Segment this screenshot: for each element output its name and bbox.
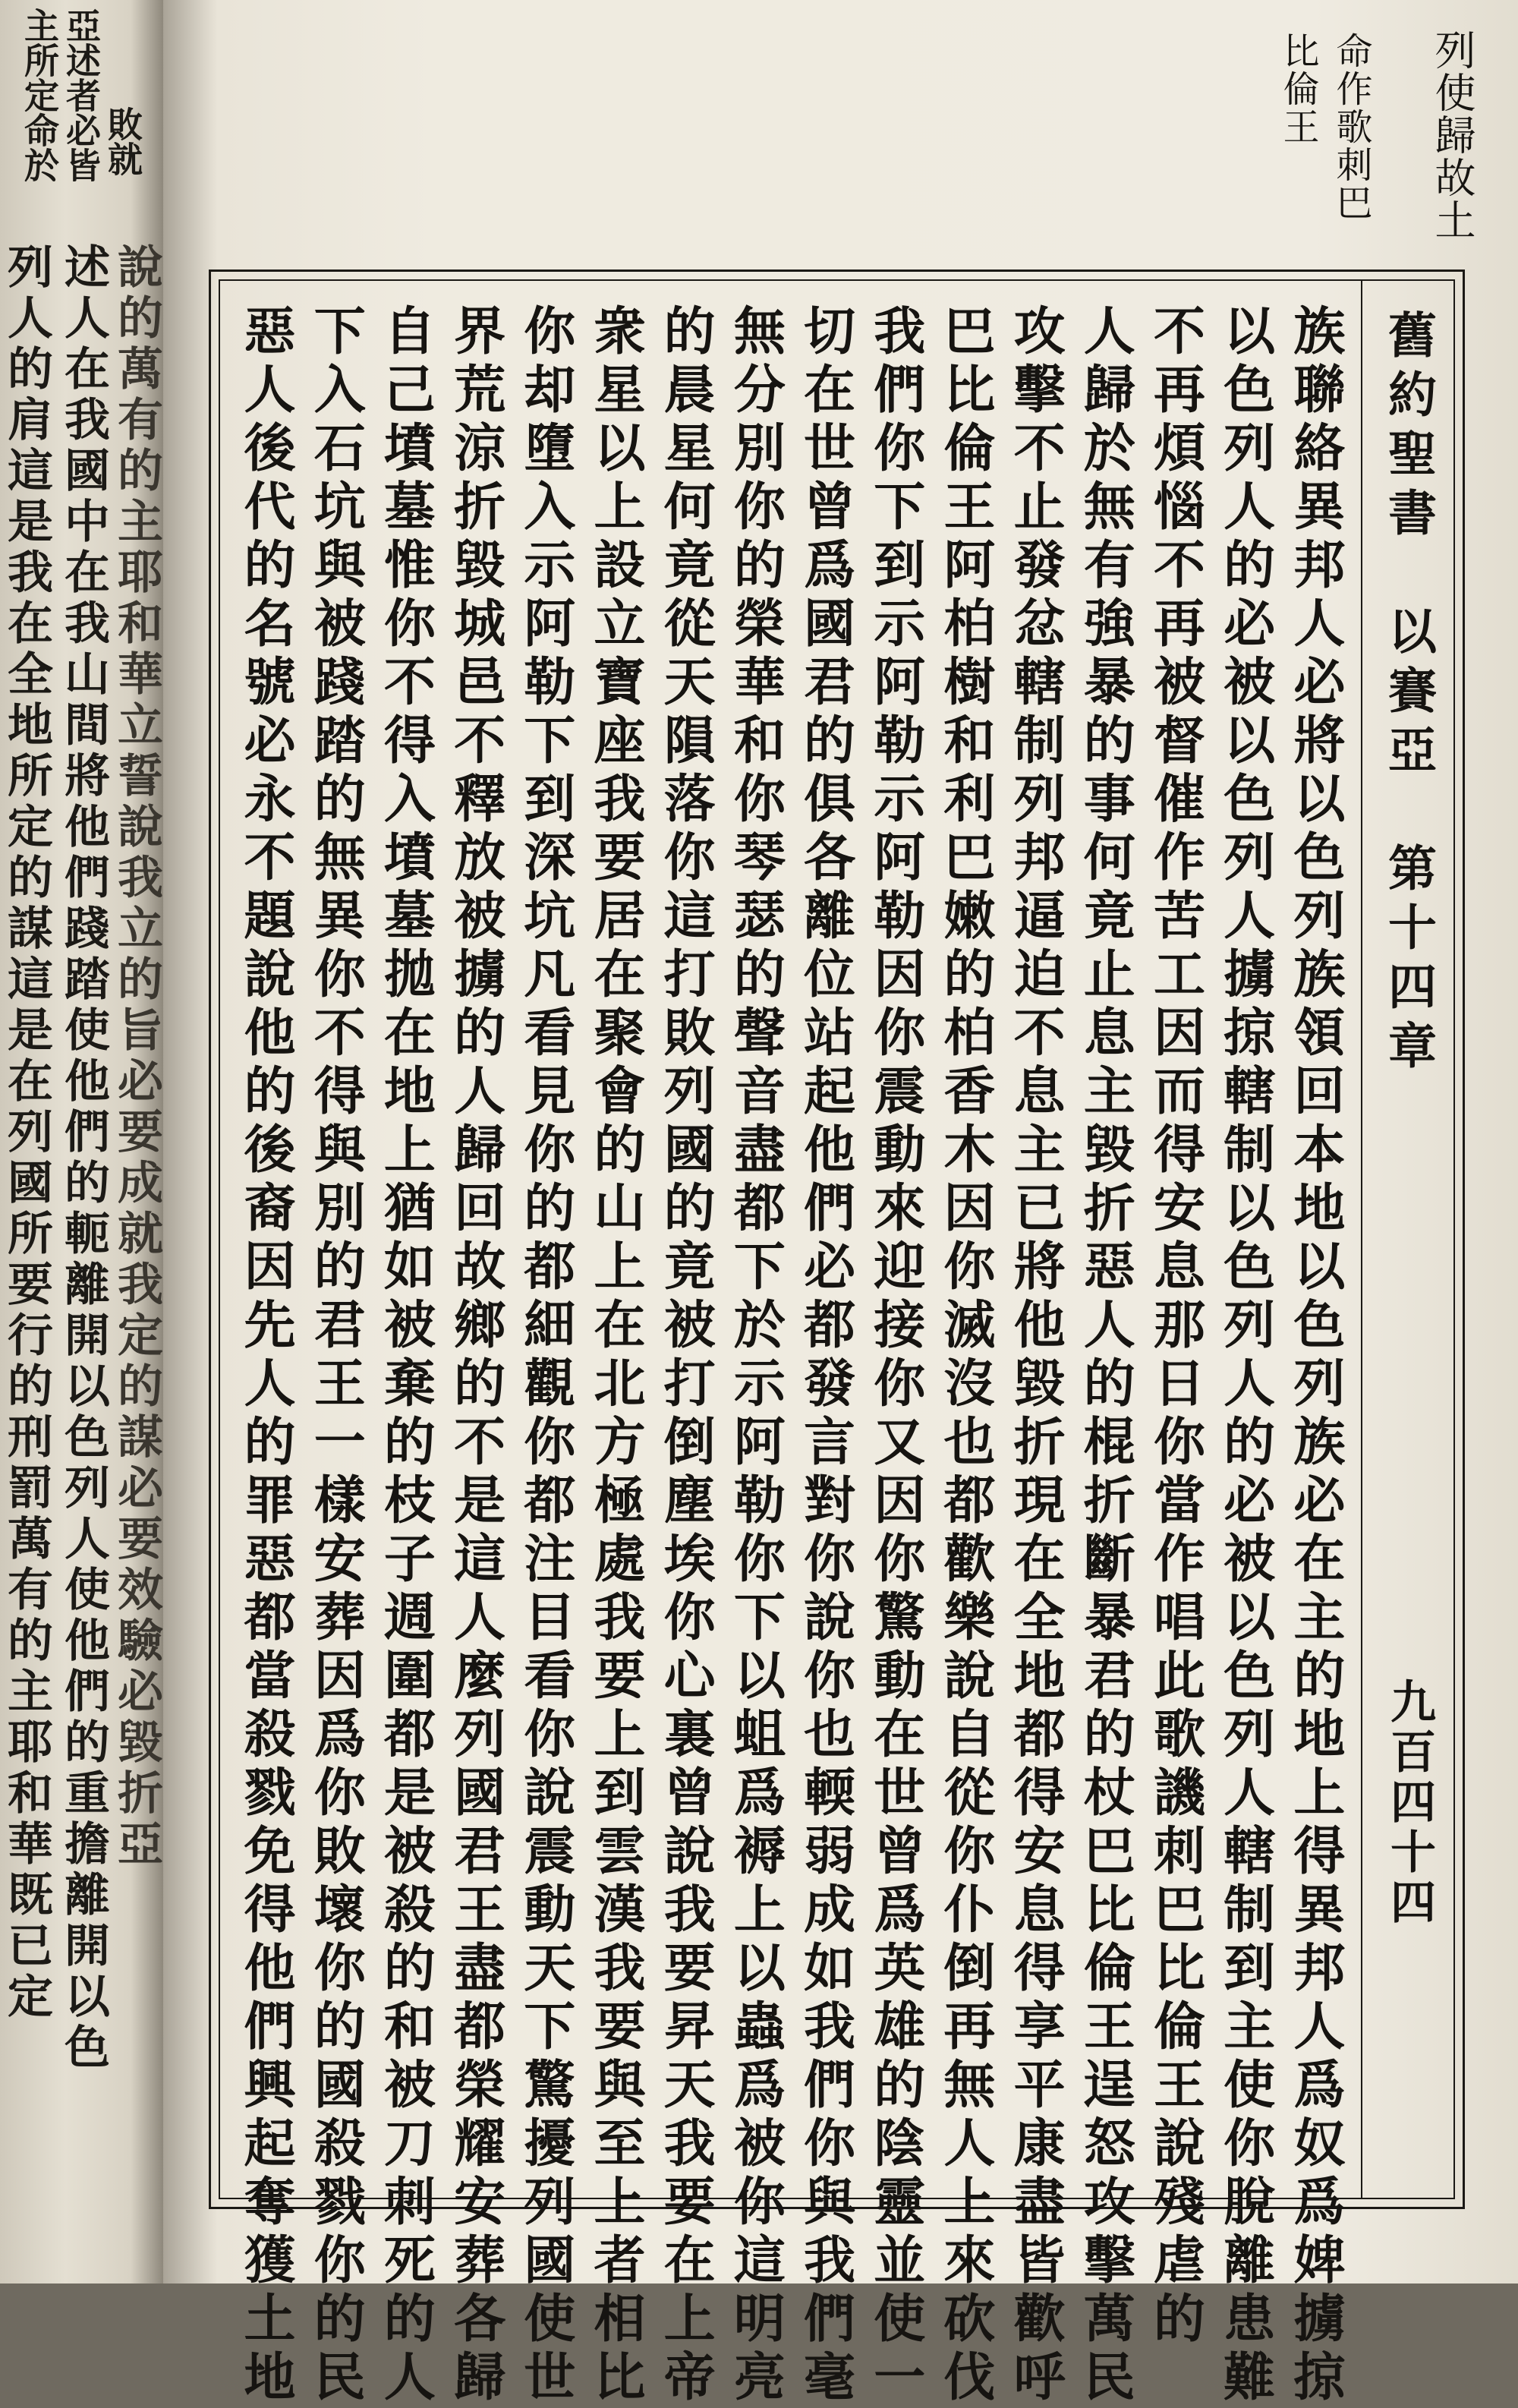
left-page-column: 敗就 (102, 106, 143, 176)
text-column: 自己墳墓惟你不得入墳墓拋在地上猶如被棄的枝子週圍都是被殺的和被刀刺死的人 (375, 304, 436, 2408)
left-page-column: 說的萬有的主耶和華立誓說我立的旨必要成就我定的謀必要效驗必毀折亞 (110, 243, 163, 1871)
margin-note: 比倫王 (1277, 32, 1319, 146)
text-column: 的晨星何竟從天隕落你這打敗列國的竟被打倒塵埃你心裏曾說我要昇天我要在上帝 (655, 304, 716, 2408)
margin-heading: 列使歸故土 (1428, 29, 1476, 241)
left-page-column: 述人在我國中在我山間將他們踐踏使他們的軛離開以色列人使他們的重擔離開以色 (57, 243, 110, 2074)
text-column: 人歸於無有強暴的事何竟止息主毀折惡人的棍折斷暴君的杖巴比倫王逞怒攻擊萬民 (1075, 304, 1136, 2408)
running-header (1361, 281, 1453, 2198)
text-column: 無分別你的榮華和你琴瑟的聲音盡都下於示阿勒你下以蛆爲褥上以蟲爲被你這明亮 (725, 304, 786, 2408)
scripture-body (220, 281, 1361, 2408)
book-page (163, 0, 1518, 2408)
running-header-title: 舊約聖書 以賽亞 第十四章 (1380, 310, 1437, 1080)
text-column: 界荒涼折毀城邑不釋放被擄的人歸回故鄉的不是這人麼列國君王盡都榮耀安葬各歸 (445, 304, 506, 2408)
text-column: 惡人後代的名號必永不題說他的後裔因先人的罪惡都當殺戮免得他們興起奪獲土地 (235, 304, 296, 2408)
text-frame-inner (219, 279, 1455, 2408)
text-column: 以色列人的必被以色列人擄掠轄制以色列人的必被以色列人轄制到主使你脫離患難 (1214, 304, 1276, 2408)
text-column: 衆星以上設立寶座我要居在聚會的山上在北方極處我要上到雲漢我要與至上者相比 (584, 304, 646, 2408)
previous-page-edge (0, 0, 163, 2284)
text-column: 我們你下到示阿勒示阿勒因你震動來迎接你又因你驚動在世曾爲英雄的陰靈並使一 (865, 304, 926, 2408)
margin-note: 命作歌刺巴 (1330, 32, 1372, 222)
text-column: 不再煩惱不再被督催作苦工因而得安息那日你當作唱此歌譏刺巴比倫王說殘虐的 (1145, 304, 1206, 2350)
text-frame (209, 269, 1465, 2408)
text-column: 切在世曾爲國君的俱各離位站起他們必都發言對你說你也輭弱成如我們你與我們毫 (795, 304, 856, 2408)
text-column: 族聯絡異邦人必將以色列族領回本地以色列族必在主的地上得異邦人爲奴爲婢擄掠 (1284, 304, 1346, 2408)
text-column: 你却墮入示阿勒下到深坑凡看見你的都細觀你都注目看你說震動天下驚擾列國使世 (515, 304, 576, 2408)
text-column: 攻擊不止發忿轄制列邦逼迫不息主已將他毀折現在全地都得安息得享平康盡皆歡呼 (1005, 304, 1066, 2408)
page-number: 九百四十四 (1383, 1678, 1436, 1928)
left-page-column: 亞述者必皆 (61, 8, 102, 182)
margin-notes (1277, 29, 1476, 241)
text-column: 下入石坑與被踐踏的無異你不得與別的君王一樣安葬因爲你敗壞你的國殺戮你的民 (305, 304, 367, 2408)
text-column: 巴比倫王阿柏樹和利巴嫩的柏香木因你滅沒也都歡樂說自從你仆倒再無人上來砍伐 (934, 304, 996, 2408)
left-page-column: 主所定命於 (19, 8, 60, 182)
left-page-column: 列人的肩這是我在全地所定的謀這是在列國所要行的刑罰萬有的主耶和華既已定 (0, 243, 53, 2023)
